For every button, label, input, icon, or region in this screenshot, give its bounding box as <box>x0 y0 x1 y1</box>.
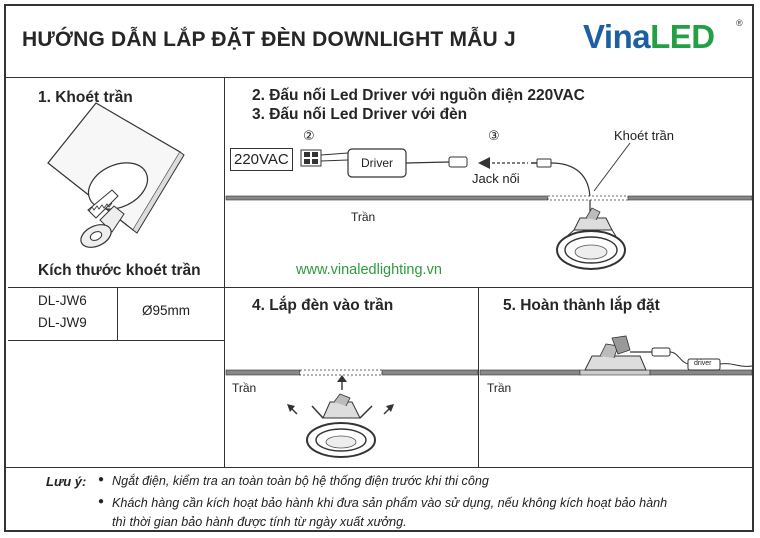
note-line-2: Khách hàng cần kích hoạt bảo hành khi đưa sản phẩm vào sử dụng, nếu không kích hoạt bảo hành <box>112 496 668 510</box>
step1-heading: 1. Khoét trần <box>38 89 133 106</box>
logo-registered-mark: ® <box>736 18 743 28</box>
step3-heading: 3. Đấu nối Led Driver với đèn <box>252 106 468 123</box>
step5-heading: 5. Hoàn thành lắp đặt <box>503 297 660 314</box>
lamp-body-step5 <box>585 356 646 370</box>
step4-heading: 4. Lắp đèn vào trần <box>252 297 394 314</box>
driver-label-step5: driver <box>694 360 712 367</box>
note-line-1: Ngắt điện, kiểm tra an toàn toàn bộ hệ thống điện trước khi thi công <box>112 474 489 488</box>
notes-label: Lưu ý: <box>46 474 87 489</box>
logo-vina: Vina <box>583 18 651 55</box>
note-bullet-1: ● <box>98 474 105 485</box>
model-jw9: DL-JW9 <box>38 315 87 330</box>
ceiling-label-step23: Trần <box>351 210 376 224</box>
page-title: HƯỚNG DẪN LẮP ĐẶT ĐÈN DOWNLIGHT MẪU J <box>22 28 516 51</box>
ceiling-installed-lamp <box>580 370 650 375</box>
cutout-size-heading: Kích thước khoét trần <box>38 262 201 279</box>
step3-marker: ③ <box>488 128 500 143</box>
driver-label: Driver <box>361 156 393 170</box>
logo-led: LED <box>650 18 715 55</box>
note-bullet-2: ● <box>98 496 105 507</box>
cutout-diameter: Ø95mm <box>142 303 191 318</box>
ceiling-label-step5: Trần <box>487 381 512 395</box>
note-line-3: thì thời gian bảo hành được tính từ ngày xuất xưởng. <box>112 515 407 529</box>
ceiling-bar-step5-right <box>650 370 752 375</box>
ceiling-label-step4: Trần <box>232 381 257 395</box>
voltage-label: 220VAC <box>230 148 293 171</box>
model-jw6: DL-JW6 <box>38 293 87 308</box>
jack-label: Jack nối <box>472 171 520 186</box>
website-link[interactable]: www.vinaledlighting.vn <box>296 262 442 278</box>
step2-heading: 2. Đấu nối Led Driver với nguồn điện 220VAC <box>252 87 585 104</box>
step2-marker: ② <box>303 128 315 143</box>
ceiling-bar-step5-left <box>480 370 580 375</box>
cutout-label: Khoét trần <box>614 128 674 143</box>
